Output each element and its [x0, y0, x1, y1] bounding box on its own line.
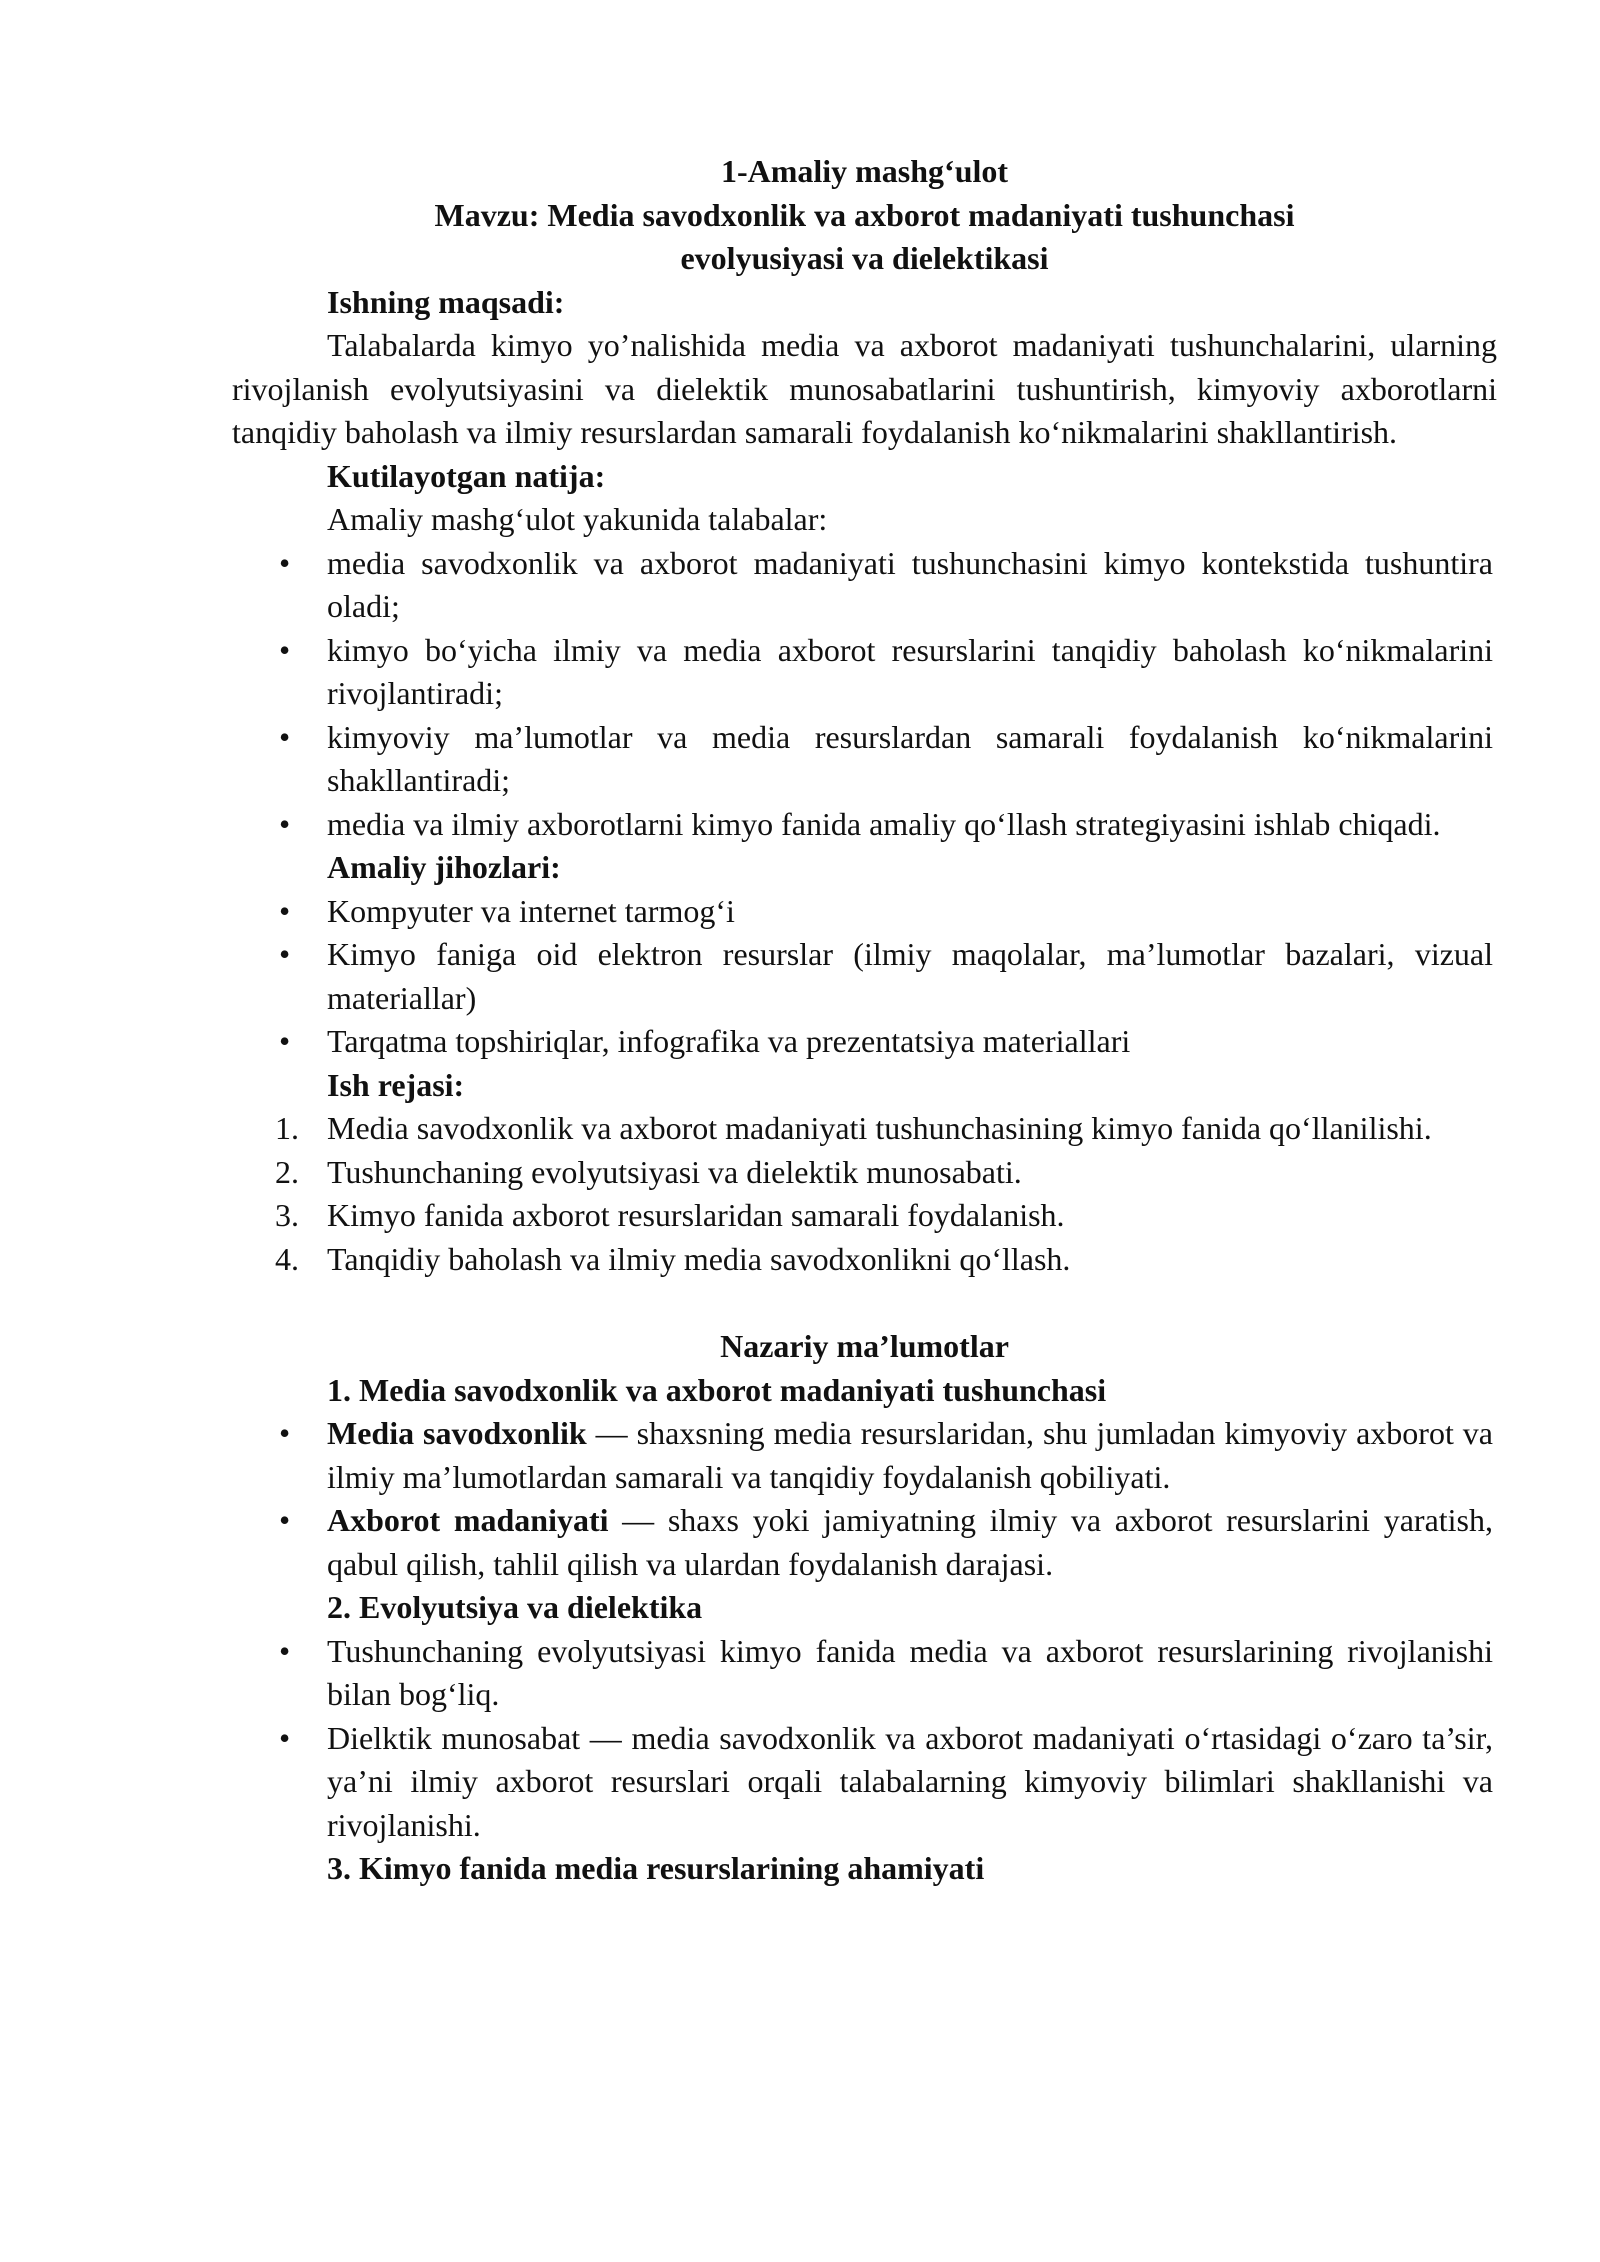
- list-item: [275, 1151, 1497, 1195]
- list-item: • Tushunchaning evolyutsiyasi kimyo fanida media va axborot resurslarining rivojlanishi bilan bog‘liq.: [327, 1630, 1497, 1717]
- list-item: • Kompyuter va internet tarmog‘i: [327, 890, 1497, 934]
- definition: — shaxs yoki jamiyatning ilmiy va axborot resurslarini yaratish, qabul qilish, tahlil qilish va ulardan foydalanish darajasi.: [327, 1502, 1494, 1582]
- item-number: 2.: [275, 1153, 299, 1190]
- list-item: [275, 1238, 1497, 1282]
- list-item: • Kimyo faniga oid elektron resurslar (ilmiy maqolalar, ma’lumotlar bazalari, vizual materiallar): [327, 933, 1497, 1020]
- title-line-2: Mavzu: Media savodxonlik va axborot madaniyati tushunchasi: [434, 196, 1295, 233]
- term: Media savodxonlik: [327, 1415, 587, 1451]
- list-item: [327, 1412, 1497, 1499]
- item-text: Tanqidiy baholash va ilmiy media savodxonlikni qo‘llash.: [327, 1240, 1071, 1277]
- list-item: [327, 1499, 1497, 1586]
- list-item: • kimyoviy ma’lumotlar va media resurslardan samarali foydalanish ko‘nikmalarini shakllantiradi;: [327, 716, 1497, 803]
- list-item: • Tarqatma topshiriqlar, infografika va prezentatsiya materiallari: [327, 1020, 1497, 1064]
- plan-heading: Ish rejasi:: [327, 1066, 465, 1103]
- title-line-1: 1-Amaliy mashg‘ulot: [720, 153, 1009, 189]
- item-text: Tushunchaning evolyutsiyasi va dielektik munosabati.: [327, 1153, 1022, 1190]
- list-item: • kimyo bo‘yicha ilmiy va media axborot resurslarini tanqidiy baholash ko‘nikmalarini rivojlantiradi;: [327, 629, 1497, 716]
- result-heading: Kutilayotgan natija:: [327, 457, 606, 494]
- title-line-3: evolyusiyasi va dielektikasi: [680, 240, 1049, 276]
- equipment-list: [232, 890, 1497, 1064]
- equipment-heading: Amaliy jihozlari:: [327, 849, 561, 885]
- document-page: [232, 150, 1497, 1891]
- result-intro: Amaliy mashg‘ulot yakunida talabalar:: [327, 501, 828, 537]
- item-number: 4.: [275, 1240, 299, 1277]
- section3-heading: 3. Kimyo fanida media resurslarining ahamiyati: [327, 1850, 985, 1886]
- section2-heading: 2. Evolyutsiya va dielektika: [327, 1589, 703, 1625]
- item-text: Kimyo fanida axborot resurslaridan samarali foydalanish.: [327, 1197, 1065, 1233]
- list-item: [275, 1194, 1497, 1238]
- item-text: Media savodxonlik va axborot madaniyati tushunchasining kimyo fanida qo‘llanilishi.: [327, 1110, 1432, 1146]
- list-item: • media va ilmiy axborotlarni kimyo fanida amaliy qo‘llash strategiyasini ishlab chiqadi.: [327, 803, 1497, 847]
- list-item: • Dielktik munosabat — media savodxonlik va axborot madaniyati o‘rtasidagi o‘zaro ta’sir, ya’ni ilmiy axborot resurslari orqali talabalarning kimyoviy bilimlari shakllanishi va rivojlanishi.: [327, 1717, 1497, 1848]
- term: Axborot madaniyati: [327, 1502, 609, 1538]
- result-list: [232, 542, 1497, 847]
- theory-heading: Nazariy ma’lumotlar: [720, 1328, 1009, 1364]
- section1-heading: 1. Media savodxonlik va axborot madaniyati tushunchasi: [327, 1371, 1107, 1408]
- list-item: [275, 1107, 1497, 1151]
- list-item: • media savodxonlik va axborot madaniyati tushunchasini kimyo kontekstida tushuntira oladi;: [327, 542, 1497, 629]
- goal-heading: Ishning maqsadi:: [327, 283, 565, 320]
- item-number: 3.: [275, 1197, 299, 1233]
- goal-text: Talabalarda kimyo yo’nalishida media va axborot madaniyati tushunchalarini, ularning rivojlanish evolyutsiyasini va dielektik munosabatlarini tushuntirish, kimyoviy axborotlarni tanqidiy baholash va ilmiy resurslardan samarali foydalanish ko‘nikmalarini shakllantirish.: [232, 327, 1497, 450]
- section1-list: [232, 1412, 1497, 1586]
- section2-list: [232, 1630, 1497, 1848]
- item-number: 1.: [275, 1110, 299, 1146]
- spacer: [232, 1281, 1497, 1325]
- definition: — shaxsning media resurslaridan, shu jumladan kimyoviy axborot va ilmiy ma’lumotlardan samarali va tanqidiy foydalanish qobiliyati.: [327, 1415, 1494, 1495]
- plan-list: [232, 1107, 1497, 1281]
